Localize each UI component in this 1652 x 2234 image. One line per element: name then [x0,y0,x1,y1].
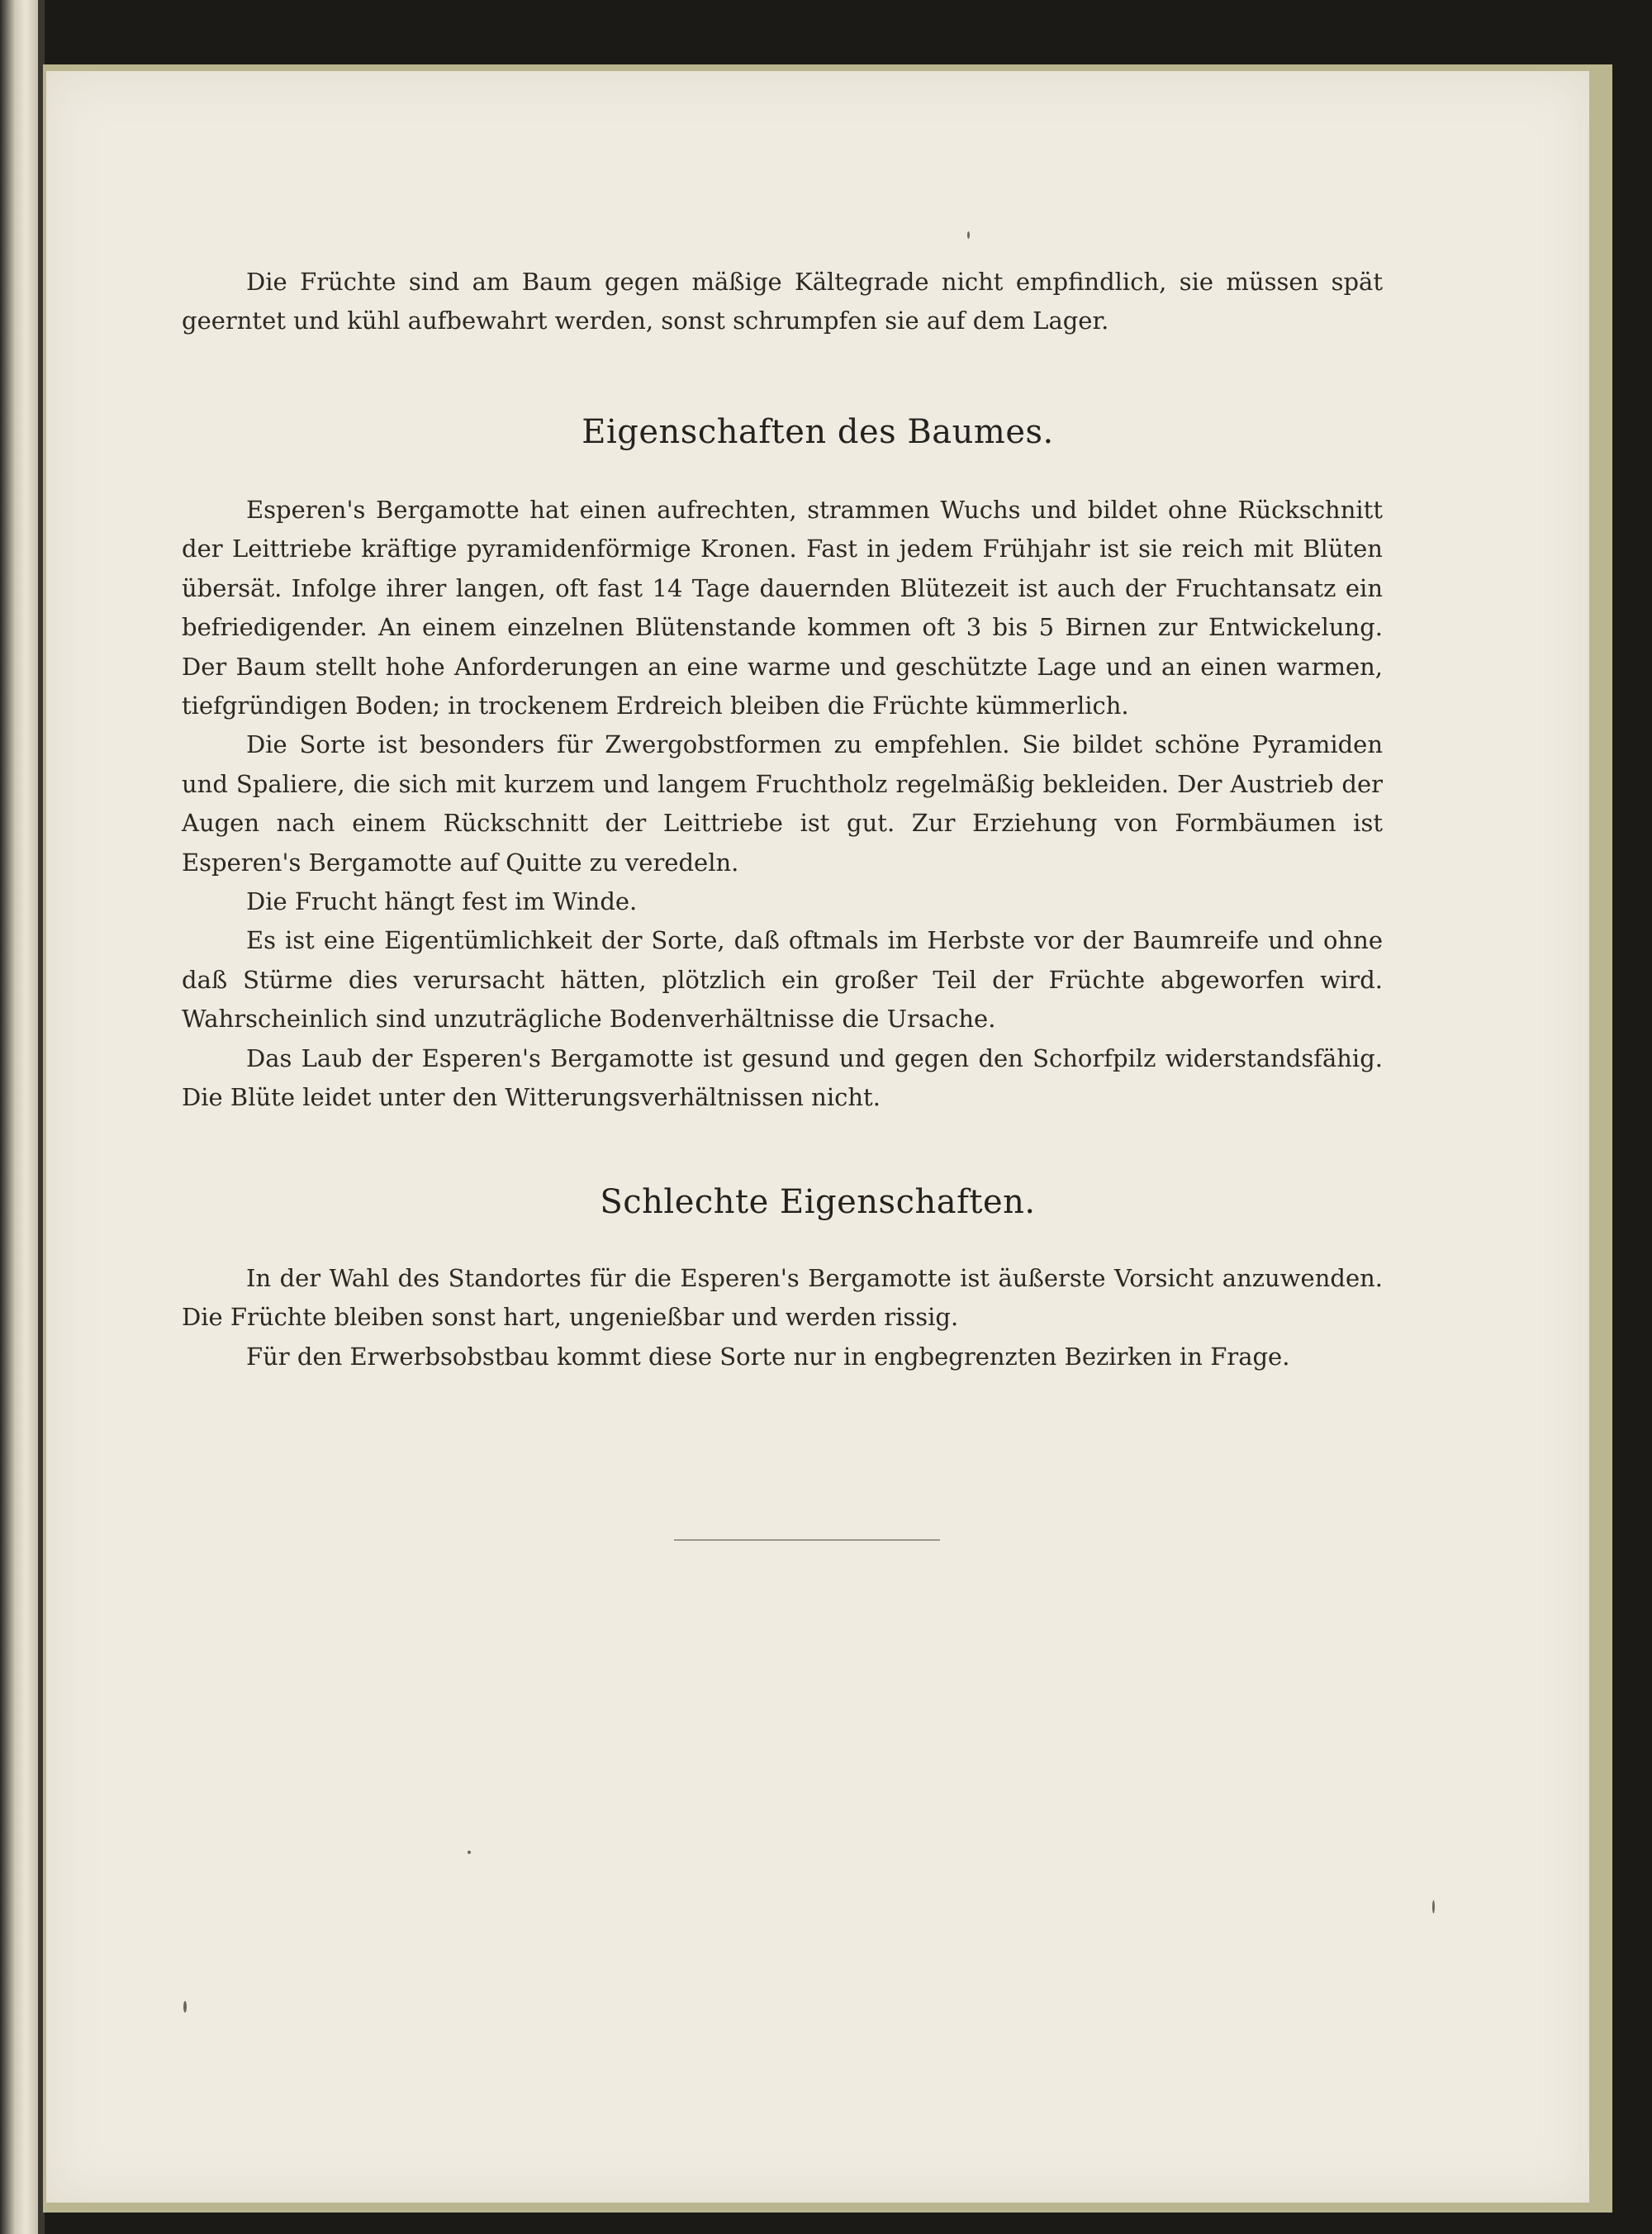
paper-speck [183,2001,187,2013]
paragraph: Die Sorte ist besonders für Zwergobstformen zu empfehlen. Sie bildet schöne Pyramiden und Spaliere, die sich mit kurzem und langem Fruchtholz regelmäßig bekleiden. Der Austrieb der Augen nach einem Rückschnitt der Leittriebe ist gut. Zur Erziehung von Formbäumen ist Esperen's Bergamotte auf Quitte zu veredeln. [182,730,1383,877]
section2-body [182,1259,1383,1376]
section-heading-tree-properties: Eigenschaften des Baumes. [582,413,1054,451]
paper-speck [468,1851,471,1854]
paragraph: Das Laub der Esperen's Bergamotte ist gesund und gegen den Schorfpilz widerstandsfähig. Die Blüte leidet unter den Witterungsverhältnissen nicht. [182,1043,1383,1112]
section1-body [182,491,1383,1118]
closing-rule [674,1539,940,1541]
paragraph: Die Frucht hängt fest im Winde. [246,887,638,916]
book-page [46,71,1589,2203]
intro-block [182,263,1383,341]
paragraph: In der Wahl des Standortes für die Esperen's Bergamotte ist äußerste Vorsicht anzuwenden. Die Früchte bleiben sonst hart, ungenießbar und werden rissig. [182,1264,1383,1332]
paragraph: Für den Erwerbsobstbau kommt diese Sorte nur in engbegrenzten Bezirken in Frage. [246,1342,1290,1371]
section-heading-bad-properties: Schlechte Eigenschaften. [600,1183,1036,1221]
paragraph: Esperen's Bergamotte hat einen aufrechten, strammen Wuchs und bildet ohne Rückschnitt der Leittriebe kräftige pyramidenförmige Kronen. Fast in jedem Frühjahr ist sie reich mit Blüten übersät. Infolge ihrer langen, oft fast 14 Tage dauernden Blütezeit ist auch der Fruchtansatz ein befriedigender. An einem einzelnen Blütenstande kommen oft 3 bis 5 Birnen zur Entwickelung. Der Baum stellt hohe Anforderungen an eine warme und geschützte Lage und an einen warmen, tiefgründigen Boden; in trockenem Erdreich bleiben die Früchte kümmerlich. [182,496,1383,720]
adjacent-page-edge [0,0,43,2234]
paper-speck [1432,1900,1435,1913]
paper-speck [967,231,970,239]
paragraph: Es ist eine Eigentümlichkeit der Sorte, daß oftmals im Herbste vor der Baumreife und ohne daß Stürme dies verursacht hätten, plötzlich ein großer Teil der Früchte abgeworfen wird. Wahrscheinlich sind unzuträgliche Bodenverhältnisse die Ursache. [182,926,1383,1034]
intro-paragraph: Die Früchte sind am Baum gegen mäßige Kältegrade nicht empfindlich, sie müssen spät geerntet und kühl aufbewahrt werden, sonst schrumpfen sie auf dem Lager. [182,268,1383,335]
